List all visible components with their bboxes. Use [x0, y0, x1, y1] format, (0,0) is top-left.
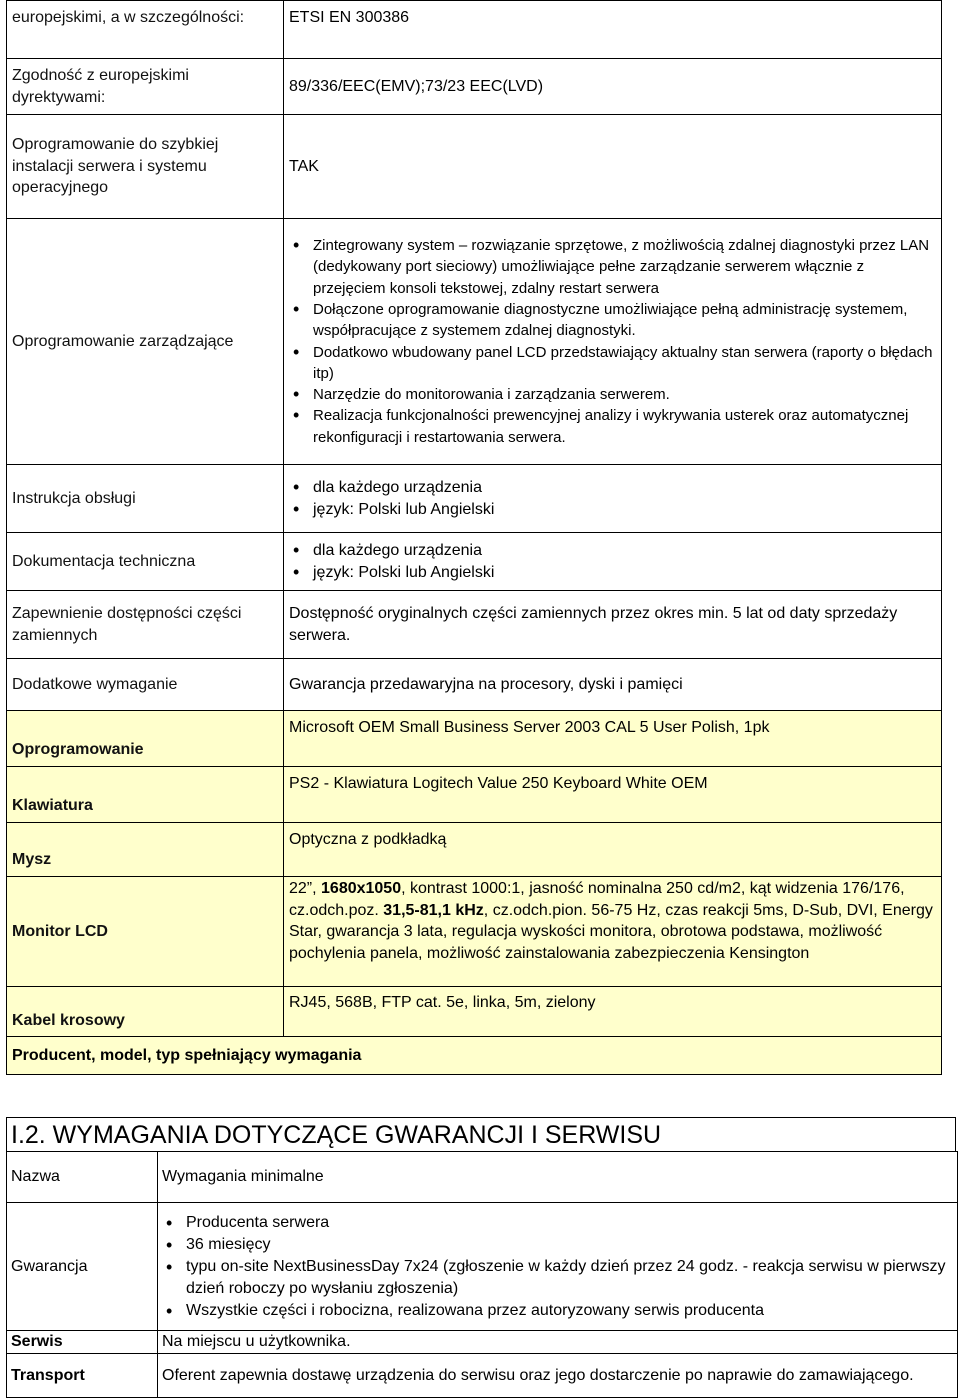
spec-row [7, 591, 942, 659]
accessory-label: Mysz [7, 823, 284, 877]
accessory-row [7, 823, 942, 877]
specification-table [6, 0, 942, 1075]
accessory-value: RJ45, 568B, FTP cat. 5e, linka, 5m, zielony [284, 987, 942, 1037]
warranty-value: Oferent zapewnia dostawę urządzenia do serwisu oraz jego dostarczenie po naprawie do zamawiającego. [158, 1354, 958, 1398]
list-item: • 36 miesięcy [162, 1234, 953, 1256]
spec-value [284, 465, 942, 533]
accessory-row [7, 711, 942, 767]
spec-row [7, 219, 942, 465]
accessory-label: Kabel krosowy [7, 987, 284, 1037]
list-item: • Wszystkie części i robocizna, realizowana przez autoryzowany serwis producenta [162, 1300, 953, 1322]
accessory-row [7, 767, 942, 823]
list-item: • Dodatkowo wbudowany panel LCD przedstawiający aktualny stan serwera (raporty o błędach itp) [289, 342, 936, 385]
spec-label: Oprogramowanie do szybkiej instalacji serwera i systemu operacyjnego [7, 115, 284, 219]
spec-row [7, 59, 942, 115]
column-header-requirements: Wymagania minimalne [158, 1152, 958, 1203]
list-item: • dla każdego urządzenia [289, 540, 936, 562]
list-item: • Zintegrowany system – rozwiązanie sprzętowe, z możliwością zdalnej diagnostyki przez LAN (dedykowany port sieciowy) umożliwiające pełne zarządzanie serwerem włącznie z przejęciem konsoli tekstowej, zdalny restart serwera [289, 235, 936, 299]
monitor-frequency: 31,5-81,1 kHz [383, 901, 484, 919]
accessory-row [7, 987, 942, 1037]
monitor-spec-text: , kontrast 1000:1, jasność nominalna 250 cd/m2, kąt widzenia 176/176, cz.odch.poz. [289, 880, 905, 919]
accessory-label: Oprogramowanie [7, 711, 284, 767]
list-item: • język: Polski lub Angielski [289, 499, 936, 521]
warranty-value: Na miejscu u użytkownika. [158, 1331, 958, 1354]
list-item: • język: Polski lub Angielski [289, 562, 936, 584]
bullet-list [289, 235, 936, 448]
accessory-value: Optyczna z podkładką [284, 823, 942, 877]
warranty-label: Serwis [7, 1331, 158, 1354]
spec-row [7, 1, 942, 59]
accessory-row [7, 877, 942, 987]
accessory-footer-row [7, 1037, 942, 1075]
accessory-value: Microsoft OEM Small Business Server 2003 CAL 5 User Polish, 1pk [284, 711, 942, 767]
spec-label: Zapewnienie dostępności części zamiennych [7, 591, 284, 659]
monitor-spec-text: , cz.odch.pion. 56-75 Hz, czas reakcji 5ms, D-Sub, DVI, Energy Star, gwarancja 3 lata, regulacja wyskości monitora, obrotowa podstawa, możliwość pochylenia panela, możliwość zainstalowania zabezpieczenia Kensington [289, 901, 933, 962]
list-item: • Producenta serwera [162, 1212, 953, 1234]
monitor-spec [284, 877, 942, 987]
spec-value [284, 533, 942, 591]
list-item: • Dołączone oprogramowanie diagnostyczne umożliwiające pełną administrację systemem, współpracujące z systemem zdalnej diagnostyki. [289, 299, 936, 342]
bullet-list [289, 477, 936, 520]
warranty-row [7, 1331, 958, 1354]
warranty-row [7, 1203, 958, 1331]
spec-row [7, 533, 942, 591]
list-item: • Narzędzie do monitorowania i zarządzania serwerem. [289, 384, 936, 405]
spec-value: ETSI EN 300386 [284, 1, 942, 59]
section-title: I.2. WYMAGANIA DOTYCZĄCE GWARANCJI I SERWISU [6, 1117, 956, 1151]
warranty-label: Gwarancja [7, 1203, 158, 1331]
warranty-row [7, 1354, 958, 1398]
spec-label: europejskimi, a w szczególności: [7, 1, 284, 59]
spec-row [7, 465, 942, 533]
monitor-resolution: 1680x1050 [321, 880, 402, 897]
spec-value: 89/336/EEC(EMV);73/23 EEC(LVD) [284, 59, 942, 115]
spec-label: Oprogramowanie zarządzające [7, 219, 284, 465]
list-item: • dla każdego urządzenia [289, 477, 936, 499]
accessory-label: Klawiatura [7, 767, 284, 823]
accessory-value: PS2 - Klawiatura Logitech Value 250 Keyboard White OEM [284, 767, 942, 823]
warranty-table [6, 1151, 958, 1398]
warranty-label: Transport [7, 1354, 158, 1398]
spec-label: Instrukcja obsługi [7, 465, 284, 533]
accessory-label: Monitor LCD [7, 877, 284, 987]
warranty-header-row [7, 1152, 958, 1203]
spec-label: Dodatkowe wymaganie [7, 659, 284, 711]
bullet-list [289, 540, 936, 583]
spec-value: TAK [284, 115, 942, 219]
column-header-name: Nazwa [7, 1152, 158, 1203]
list-item: • typu on-site NextBusinessDay 7x24 (zgłoszenie w każdy dzień przez 24 godz. - reakcja serwisu w pierwszy dzień roboczy po wysłaniu zgłoszenia) [162, 1256, 953, 1300]
monitor-spec-text: 22”, [289, 880, 322, 897]
spec-label: Dokumentacja techniczna [7, 533, 284, 591]
spec-row [7, 115, 942, 219]
spec-label: Zgodność z europejskimi dyrektywami: [7, 59, 284, 115]
spec-row [7, 659, 942, 711]
spec-value: Gwarancja przedawaryjna na procesory, dyski i pamięci [284, 659, 942, 711]
warranty-value [158, 1203, 958, 1331]
spec-value: Dostępność oryginalnych części zamiennych przez okres min. 5 lat od daty sprzedaży serwera. [284, 591, 942, 659]
list-item: • Realizacja funkcjonalności prewencyjnej analizy i wykrywania usterek oraz automatycznej rekonfiguracji i restartowania serwera. [289, 405, 936, 448]
spec-value [284, 219, 942, 465]
accessory-footer: Producent, model, typ spełniający wymagania [7, 1037, 942, 1075]
bullet-list [162, 1212, 953, 1322]
